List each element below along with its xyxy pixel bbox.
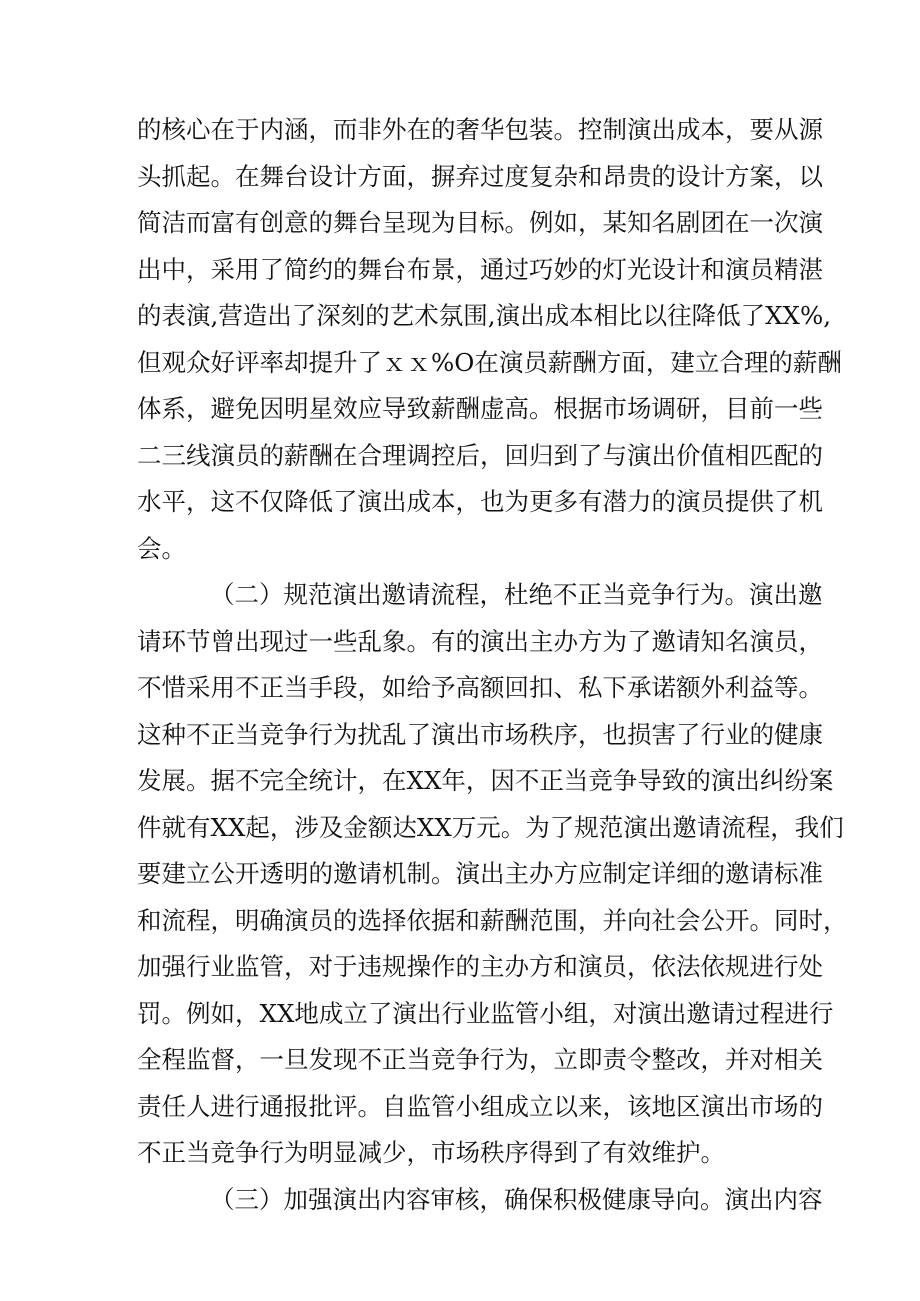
text-line: 全程监督，一旦发现不正当竞争行为，立即责令整改，并对相关 <box>137 1045 823 1074</box>
section-heading-line: （二）规范演出邀请流程，杜绝不正当竞争行为。演出邀 <box>210 580 823 609</box>
text-line: 责任人进行通报批评。自监管小组成立以来，该地区演出市场的 <box>137 1092 823 1121</box>
text-line: 要建立公开透明的邀请机制。演出主办方应制定详细的邀请标准 <box>137 859 823 888</box>
text-line: 加强行业监管，对于违规操作的主办方和演员，依法依规进行处 <box>137 952 823 981</box>
text-line: 件就有XX起，涉及金额达XX万元。为了规范演出邀请流程，我们 <box>137 813 844 842</box>
text-line: 发展。据不完全统计，在XX年，因不正当竞争导致的演出纠纷案 <box>137 766 834 795</box>
text-line: 的表演,营造出了深刻的艺术氛围,演出成本相比以往降低了XX%, <box>137 301 832 330</box>
text-line: 请环节曾出现过一些乱象。有的演出主办方为了邀请知名演员， <box>137 627 823 656</box>
text-line: 这种不正当竞争行为扰乱了演出市场秩序，也损害了行业的健康 <box>137 720 823 749</box>
text-line: 头抓起。在舞台设计方面，摒弃过度复杂和昂贵的设计方案，以 <box>137 162 823 191</box>
text-line: 的核心在于内涵，而非外在的奢华包装。控制演出成本，要从源 <box>137 115 823 144</box>
text-line: 出中，采用了简约的舞台布景，通过巧妙的灯光设计和演员精湛 <box>137 255 823 284</box>
text-line: 二三线演员的薪酬在合理调控后，回归到了与演出价值相匹配的 <box>137 441 823 470</box>
text-line: 水平，这不仅降低了演出成本，也为更多有潜力的演员提供了机 <box>137 487 823 516</box>
text-line: 罚。例如，XX地成立了演出行业监管小组，对演出邀请过程进行 <box>137 999 834 1028</box>
text-line: 不惜采用不正当手段，如给予高额回扣、私下承诺额外利益等。 <box>137 673 823 702</box>
section-heading-line: （三）加强演出内容审核，确保积极健康导向。演出内容 <box>210 1185 823 1214</box>
text-line: 简洁而富有创意的舞台呈现为目标。例如，某知名剧团在一次演 <box>137 208 823 237</box>
text-line: 但观众好评率却提升了ｘｘ%O在演员薪酬方面，建立合理的薪酬 <box>137 348 842 377</box>
text-line: 和流程，明确演员的选择依据和薪酬范围，并向社会公开。同时， <box>137 906 848 935</box>
text-line: 不正当竞争行为明显减少，市场秩序得到了有效维护。 <box>137 1138 725 1167</box>
text-line: 会。 <box>137 534 186 563</box>
text-line: 体系，避免因明星效应导致薪酬虚高。根据市场调研，目前一些 <box>137 394 823 423</box>
